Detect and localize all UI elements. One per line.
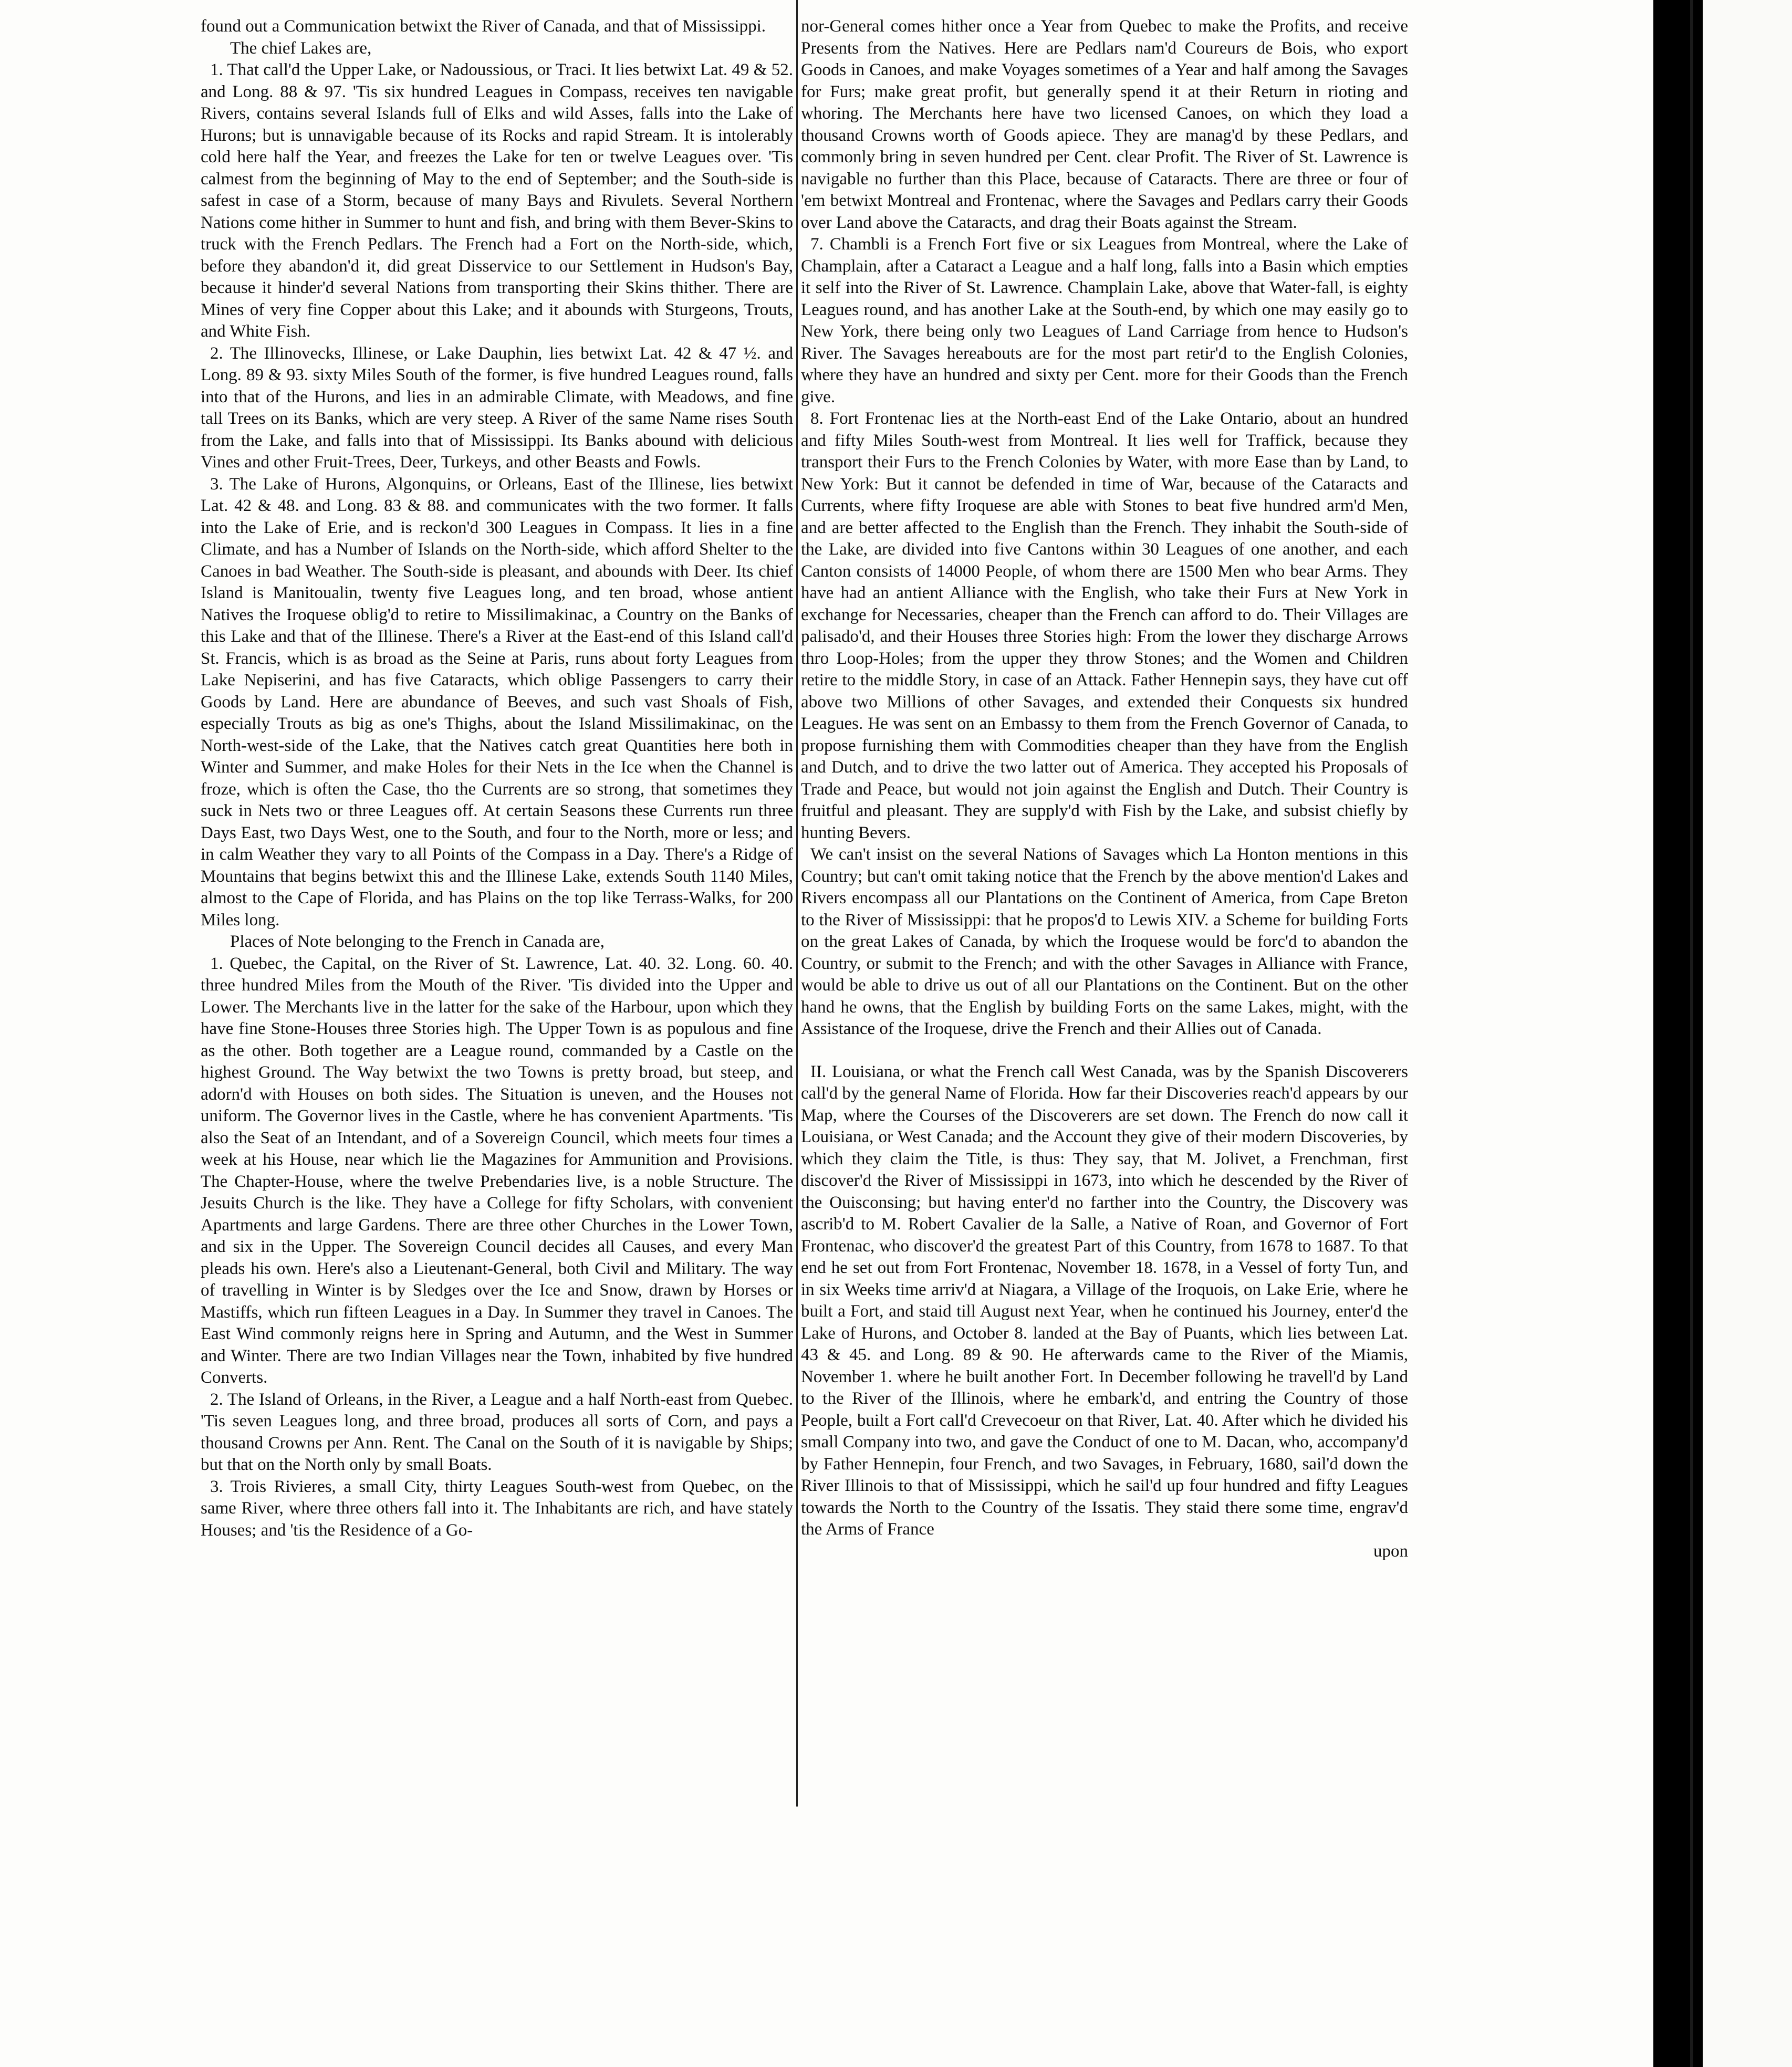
paragraph-chambli: 7. Chambli is a French Fort five or six Leagues from Montreal, where the Lake of Champlain, after a Cataract a League and a half long, falls into a Basin which empties it self into the River of St. Lawrence. Champlain Lake, above that Water-fall, is eighty Leagues round, and has another Lake at the South-end, by which one may easily go to New York, there being only two Leagues of Land Carriage from hence to Hudson's River. The Savages hereabouts are for the most part retir'd to the English Colonies, where they have an hundred and sixty per Cent. more for their Goods than the French give.	[801, 235, 1408, 406]
paragraph-quebec: 1. Quebec, the Capital, on the River of St. Lawrence, Lat. 40. 32. Long. 60. 40. three hundred Miles from the Mouth of the River. 'Tis divided into the Upper and Lower. The Merchants live in the latter for the sake of the Harbour, upon which they have fine Stone-Houses three Stories high. The Upper Town is as populous and fine as the other. Both together are a League round, commanded by a Castle on the highest Ground. The Way betwixt the two Towns is pretty broad, but steep, and adorn'd with Houses on both sides. The Situation is uneven, and the Houses not uniform. The Governor lives in the Castle, where he has convenient Apartments. 'Tis also the Seat of an Intendant, and of a Sovereign Council, which meets four times a week at his House, near which lie the Magazines for Ammunition and Provisions. The Chapter-House, where the twelve Prebendaries live, is a noble Structure. The Jesuits Church is the like. They have a College for fifty Scholars, with convenient Apartments and large Gardens. There are three other Churches in the Lower Town, and six in the Upper. The Sovereign Council decides all Causes, and every Man pleads his own. Here's also a Lieutenant-General, both Civil and Military. The way of travelling in Winter is by Sledges over the Ice and Snow, drawn by Horses or Mastiffs, which run fifteen Leagues in a Day. In Summer they travel in Canoes. The East Wind commonly reigns here in Spring and Autumn, and the West in Summer and Winter. There are two Indian Villages near the Town, inhabited by five hundred Converts.	[201, 954, 793, 1387]
heading-places-of-note: Places of Note belonging to the French in Canada are,	[230, 932, 605, 951]
paragraph-communication: found out a Communication betwixt the River of Canada, and that of Mississippi.	[201, 17, 766, 36]
catchword: upon	[1373, 1541, 1408, 1561]
heading-chief-lakes: The chief Lakes are,	[230, 38, 372, 58]
paragraph-louisiana: II. Louisiana, or what the French call West Canada, was by the Spanish Discoverers call'd by the general Name of Florida. How far their Discoveries reach'd appears by our Map, where the Courses of the Discoverers are set down. The French do now call it Louisiana, or West Canada; and the Account they give of their modern Discoveries, by which they claim the Title, is thus: They say, that M. Jolivet, a Frenchman, first discover'd the River of Mississippi in 1673, into which he descended by the River of the Ouisconsing; but having enter'd no farther into the Country, the Discovery was ascrib'd to M. Robert Cavalier de la Salle, a Native of Roan, and Governor of Fort Frontenac, who discover'd the greatest Part of this Country, from 1678 to 1687. To that end he set out from Fort Frontenac, November 18. 1678, in a Vessel of forty Tun, and in six Weeks time arriv'd at Niagara, a Village of the Iroquois, on Lake Erie, where he built a Fort, and staid till August next Year, when he continued his Journey, enter'd the Lake of Hurons, and October 8. landed at the Bay of Puants, which lies between Lat. 43 & 45. and Long. 89 & 90. He afterwards came to the River of the Miamis, November 1. where he built another Fort. In December following he travell'd by Land to the River of the Illinois, where he embark'd, and entring the Country of those People, built a Fort call'd Crevecoeur on that River, Lat. 40. After which he divided his small Company into two, and gave the Conduct of one to M. Dacan, who, accompany'd by Father Hennepin, four French, and two Savages, in February, 1680, sail'd down the River Illinois to that of Mississippi, which he sail'd up four hundred and fifty Leagues towards the North to the Country of the Issatis. They staid there some time, engrav'd the Arms of France	[801, 1062, 1408, 1539]
paragraph-illinese: 2. The Illinovecks, Illinese, or Lake Dauphin, lies betwixt Lat. 42 & 47 ½. and Long. 89 & 93. sixty Miles South of the former, is five hundred Leagues round, falls into that of the Hurons, and lies in an admirable Climate, with Meadows, and fine tall Trees on its Banks, which are very steep. A River of the same Name rises South from the Lake, and falls into that of Mississippi. Its Banks abound with delicious Vines and other Fruit-Trees, Deer, Turkeys, and other Beasts and Fowls.	[201, 343, 793, 472]
left-text-column	[201, 16, 793, 1796]
paragraph-coureurs-de-bois: nor-General comes hither once a Year from Quebec to make the Profits, and receive Presents from the Natives. Here are Pedlars nam'd Coureurs de Bois, who export Goods in Canoes, and make Voyages sometimes of a Year and half among the Savages for Furs; make great profit, but generally spend it at their Return in rioting and whoring. The Merchants here have two licensed Canoes, on which they load a thousand Crowns worth of Goods apiece. They are manag'd by these Pedlars, and commonly bring in seven hundred per Cent. clear Profit. The River of St. Lawrence is navigable no further than this Place, because of Cataracts. There are three or four of 'em betwixt Montreal and Frontenac, where the Savages and Pedlars carry their Goods over Land above the Cataracts, and drag their Boats against the Stream.	[801, 17, 1408, 232]
next-page-margin	[1703, 0, 1792, 2067]
paragraph-trois-rivieres: 3. Trois Rivieres, a small City, thirty Leagues South-west from Quebec, on the same River, where three others fall into it. The Inhabitants are rich, and have stately Houses; and 'tis the Residence of a Go-	[201, 1477, 793, 1540]
binding-rule	[1690, 0, 1693, 2067]
paragraph-upper-lake: 1. That call'd the Upper Lake, or Nadoussious, or Traci. It lies betwixt Lat. 49 & 52. and Long. 88 & 97. 'Tis six hundred Leagues in Compass, receives ten navigable Rivers, contains several Islands full of Elks and wild Asses, falls into the Lake of Hurons; but is unnavigable because of its Rocks and rapid Stream. It is intolerably cold here half the Year, and freezes the Lake for ten or twelve Leagues over. 'Tis calmest from the beginning of May to the end of September; and the South-side is safest in case of a Storm, because of many Bays and Rivulets. Several Northern Nations come hither in Summer to hunt and fish, and bring with them Bever-Skins to truck with the French Pedlars. The French had a Fort on the North-side, which, before they abandon'd it, did great Disservice to our Settlement in Hudson's Bay, because it hinder'd several Nations from transporting their Skins thither. There are Mines of very fine Copper about this Lake; and it abounds with Sturgeons, Trouts, and White Fish.	[201, 60, 793, 341]
paragraph-la-honton: We can't insist on the several Nations of Savages which La Honton mentions in this Country; but can't omit taking notice that the French by the above mention'd Lakes and Rivers encompass all our Plantations on the Continent of America, from Cape Breton to the River of Mississippi: that he propos'd to Lewis XIV. a Scheme for building Forts on the great Lakes of Canada, by which the Iroquese would be forc'd to abandon the Country, or submit to the French; and with the other Savages in Alliance with France, would be able to drive us out of all our Plantations on the Continent. But on the other hand he owns, that the English by building Forts on the same Lakes, might, with the Assistance of the Iroquese, drive the French and their Allies out of Canada.	[801, 845, 1408, 1038]
paragraph-island-of-orleans: 2. The Island of Orleans, in the River, a League and a half North-east from Quebec. 'Tis seven Leagues long, and three broad, produces all sorts of Corn, and pays a thousand Crowns per Ann. Rent. The Canal on the South of it is navigable by Ships; but that on the North only by small Boats.	[201, 1390, 793, 1474]
right-text-column	[801, 16, 1408, 1838]
adjacent-page-edge	[1653, 0, 1792, 2067]
paragraph-lake-of-hurons: 3. The Lake of Hurons, Algonquins, or Orleans, East of the Illinese, lies betwixt Lat. 42 & 48. and Long. 83 & 88. and communicates with the two former. It falls into the Lake of Erie, and is reckon'd 300 Leagues in Compass. It lies in a fine Climate, and has a Number of Islands on the North-side, which afford Shelter to the Canoes in bad Weather. The South-side is pleasant, and abounds with Deer. Its chief Island is Manitoualin, twenty five Leagues long, and ten broad, whose antient Natives the Iroquese oblig'd to retire to Missilimakinac, a Country on the Banks of this Lake and that of the Illinese. There's a River at the East-end of this Island call'd St. Francis, which is as broad as the Seine at Paris, runs about forty Leagues from Lake Nepiserini, and has five Cataracts, which oblige Passengers to carry their Goods by Land. Here are abundance of Beeves, and such vast Shoals of Fish, especially Trouts as big as one's Thighs, about the Island Missilimakinac, on the North-west-side of the Lake, that the Natives catch great Quantities here both in Winter and Summer, and make Holes for their Nets in the Ice when the Channel is froze, which is often the Case, tho the Currents are so strong, that sometimes they suck in Nets two or three Leagues off. At certain Seasons these Currents run three Days East, two Days West, one to the South, and four to the North, more or less; and in calm Weather they vary to all Points of the Compass in a Day. There's a Ridge of Mountains that begins betwixt this and the Illinese Lake, extends South 1140 Miles, almost to the Cape of Florida, and has Plains on the top like Terrass-Walks, for 200 Miles long.	[201, 474, 793, 930]
column-divider	[796, 0, 798, 1807]
paragraph-fort-frontenac: 8. Fort Frontenac lies at the North-east End of the Lake Ontario, about an hundred and fifty Miles South-west from Montreal. It lies well for Traffick, because they transport their Furs to the French Colonies by Water, with more Ease than by Land, to New York: But it cannot be defended in time of War, because of the Cataracts and Currents, where fifty Iroquese are able with Stones to beat five hundred arm'd Men, and are better affected to the English than the French. They inhabit the South-side of the Lake, are divided into five Cantons within 30 Leagues of one another, and each Canton consists of 14000 People, of whom there are 1500 Men who bear Arms. They have had an antient Alliance with the English, who take their Furs at New York in exchange for Necessaries, cheaper than the French can afford to do. Their Villages are palisado'd, and their Houses three Stories high: From the lower they discharge Arrows thro Loop-Holes; from the upper they throw Stones; and the Women and Children retire to the middle Story, in case of an Attack. Father Hennepin says, they have cut off above two Millions of other Savages, and extended their Conquests six hundred Leagues. He was sent on an Embassy to them from the French Governor of Canada, to propose furnishing them with Commodities cheaper than they have from the English and Dutch, and to drive the two latter out of America. They accepted his Proposals of Trade and Peace, but would not join against the English and Dutch. Their Country is fruitful and pleasant. They are supply'd with Fish by the Lake, and subsist chiefly by hunting Bevers.	[801, 409, 1408, 842]
